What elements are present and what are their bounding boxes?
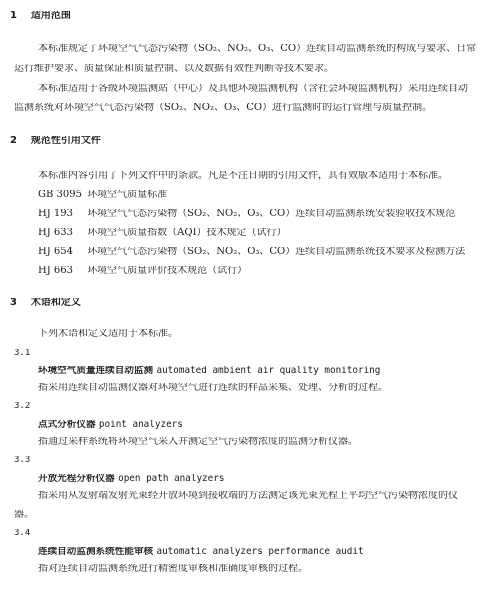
section-number: 3 (10, 298, 17, 308)
reference-item (38, 228, 287, 238)
reference-title: 环境空气气态污染物（SO₂、NO₂、O₃、CO）连续自动监测系统安装验收技术规范 (87, 209, 456, 219)
term-en: open path analyzers (118, 474, 225, 484)
term-definition: 指采用从发射端发射光束经开放环境到接收端的方法测定该光束光程上平均空气污染物浓度的仪 (38, 491, 458, 501)
reference-title: 环境空气质量标准 (87, 190, 168, 200)
section-2-heading (10, 136, 101, 146)
term-number: 3.4 (14, 529, 31, 538)
term-definition: 器。 (14, 510, 34, 520)
paragraph-line: 监测系统对环境空气气态污染物（SO₂、NO₂、O₃、CO）进行监测时的运行管理与质量控制。 (14, 103, 433, 113)
reference-title: 环境空气气态污染物（SO₂、NO₂、O₃、CO）连续自动监测系统技术要求及检测方法 (87, 247, 466, 257)
term-definition: 指采用连续自动监测仪器对环境空气进行连续的样品采集、处理、分析的过程。 (38, 383, 388, 393)
section-number: 1 (10, 11, 17, 21)
term-number: 3.1 (14, 349, 31, 358)
term-zh: 连续自动监测系统性能审核 (38, 547, 154, 557)
term-heading (38, 474, 224, 484)
term-number: 3.3 (14, 456, 31, 465)
reference-title: 环境空气质量指数（AQI）技术规定（试行） (87, 228, 287, 238)
section-title: 术语和定义 (30, 298, 81, 308)
reference-code: HJ 654 (38, 247, 73, 257)
reference-code: HJ 663 (38, 266, 73, 276)
section-title: 适用范围 (30, 11, 71, 21)
reference-item (38, 247, 465, 257)
reference-code: GB 3095 (38, 190, 82, 200)
section-1-heading (10, 11, 71, 21)
section-number: 2 (10, 136, 17, 146)
section-title: 规范性引用文件 (30, 136, 101, 146)
term-heading (38, 366, 380, 376)
term-en: automatic analyzers performance audit (156, 547, 364, 557)
paragraph-line: 本标准规定了环境空气气态污染物（SO₂、NO₂、O₃、CO）连续自动监测系统的构成与要求、日常 (38, 44, 477, 54)
paragraph-line: 本标准适用于各级环境监测站（中心）及其他环境监测机构（含社会环境监测机构）采用连续自动 (38, 84, 468, 94)
term-zh: 环境空气质量连续自动监测 (38, 366, 154, 376)
reference-title: 环境空气质量评价技术规范（试行） (87, 266, 248, 276)
reference-code: HJ 193 (38, 209, 73, 219)
term-zh: 开放光程分析仪器 (38, 474, 115, 484)
section-intro: 下列术语和定义适用于本标准。 (38, 329, 178, 339)
reference-item (38, 266, 247, 276)
term-heading (38, 420, 183, 430)
term-definition: 指对连续自动监测系统进行精密度审核和准确度审核的过程。 (38, 564, 308, 574)
reference-item (38, 209, 455, 219)
term-en: automated ambient air quality monitoring (156, 366, 381, 376)
reference-code: HJ 633 (38, 228, 73, 238)
reference-item (38, 190, 167, 200)
term-heading (38, 547, 364, 557)
term-zh: 点式分析仪器 (38, 420, 96, 430)
term-number: 3.2 (14, 402, 31, 411)
paragraph-line: 运行维护要求、质量保证和质量控制、以及数据有效性判断等技术要求。 (14, 64, 334, 74)
term-en: point analyzers (98, 420, 183, 430)
section-intro: 本标准内容引用了下列文件中的条款。凡是不注日期的引用文件，其有效版本适用于本标准。 (38, 171, 448, 181)
term-definition: 指通过采样系统将环境空气采入并测定空气污染物浓度的监测分析仪器。 (38, 437, 358, 447)
section-3-heading (10, 298, 81, 308)
